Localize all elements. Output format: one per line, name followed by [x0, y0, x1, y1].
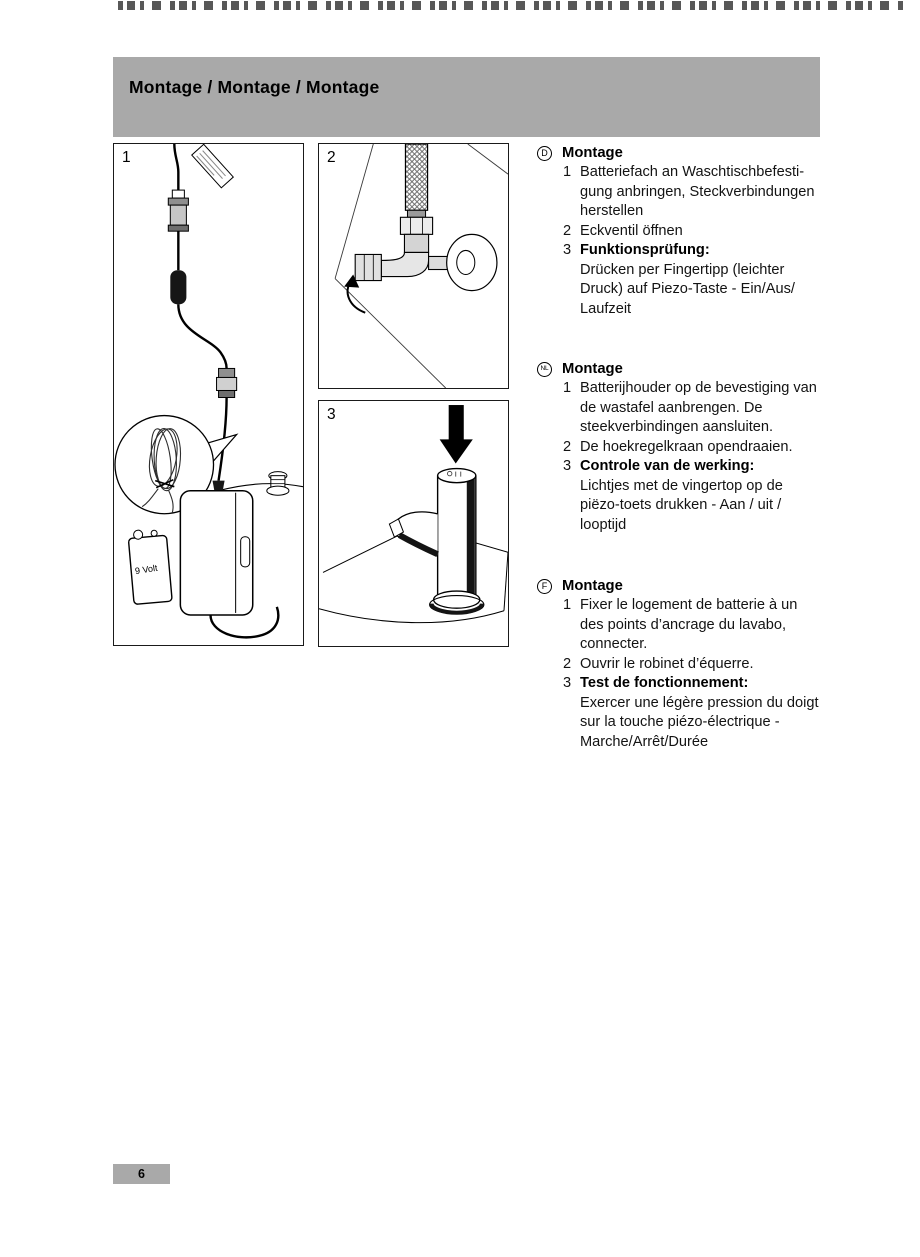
battery-label: 9 Volt [134, 562, 159, 577]
item-number: 2 [563, 222, 572, 239]
instruction-item [563, 655, 821, 675]
figure-number: 2 [327, 149, 336, 166]
figure-panel-1 [113, 143, 304, 646]
item-text: Ouvrir le robinet d’équerre. [580, 655, 754, 672]
item-body: Exercer une légère pression du doigt sur la touche piézo-électrique - Marche/Arrêt/Durée [580, 694, 819, 750]
instruction-item [563, 457, 821, 535]
instruction-item [563, 222, 821, 242]
lang-badge-de: D [537, 146, 552, 161]
cropped-text-strip [118, 1, 906, 10]
item-text: Eckventil öffnen [580, 222, 683, 239]
item-number: 2 [563, 655, 572, 672]
item-lead: Funktionsprüfung: [580, 242, 710, 258]
item-lead: Test de fonctionnement: [580, 675, 749, 691]
section-title: Montage [562, 361, 623, 377]
item-text: De hoekregelkraan opendraaien. [580, 438, 793, 455]
item-number: 3 [563, 675, 572, 691]
instruction-item [563, 163, 821, 222]
faucet-piezo-illustration [319, 401, 508, 646]
item-number: 2 [563, 438, 572, 455]
angle-valve-illustration [319, 144, 508, 388]
page-number: 6 [138, 1167, 145, 1181]
figure-number: 1 [122, 149, 131, 166]
instruction-item [563, 241, 821, 319]
item-number: 1 [563, 597, 572, 613]
instruction-item [563, 438, 821, 458]
lang-badge-nl: NL [537, 362, 552, 377]
figure-panel-2 [318, 143, 509, 389]
figure-panel-3 [318, 400, 509, 647]
section-german [537, 143, 822, 319]
page-number-badge [113, 1164, 170, 1184]
item-text: Batterijhouder op de bevestiging van de wastafel aanbrengen. De steekverbindingen aansluiten. [580, 380, 817, 435]
page-title: Montage / Montage / Montage [129, 77, 380, 97]
item-text [580, 457, 821, 533]
instruction-item [563, 379, 821, 438]
figure-number: 3 [327, 406, 336, 423]
item-text [580, 241, 821, 317]
item-text: Batteriefach an Waschtischbefesti-gung anbringen, Steckverbindungen herstellen [580, 164, 815, 219]
item-number: 3 [563, 458, 572, 474]
item-lead: Controle van de werking: [580, 458, 755, 474]
item-body: Drücken per Fingertipp (leichter Druck) auf Piezo-Taste - Ein/Aus/ Laufzeit [580, 261, 795, 317]
section-title: Montage [562, 578, 623, 594]
lang-badge-fr: F [537, 579, 552, 594]
item-number: 1 [563, 380, 572, 396]
section-dutch [537, 359, 822, 535]
instruction-item [563, 596, 821, 655]
section-title: Montage [562, 145, 623, 161]
item-body: Lichtjes met de vingertop op de piëzo-toets drukken - Aan / uit / looptijd [580, 477, 783, 533]
instruction-item [563, 674, 821, 752]
item-text: Fixer le logement de batterie à un des points d’ancrage du lavabo, connecter. [580, 597, 798, 652]
item-number: 1 [563, 164, 572, 180]
page-header [113, 57, 820, 137]
section-french [537, 576, 822, 752]
battery-installation-illustration [114, 144, 303, 645]
item-text [580, 674, 821, 750]
item-number: 3 [563, 242, 572, 258]
